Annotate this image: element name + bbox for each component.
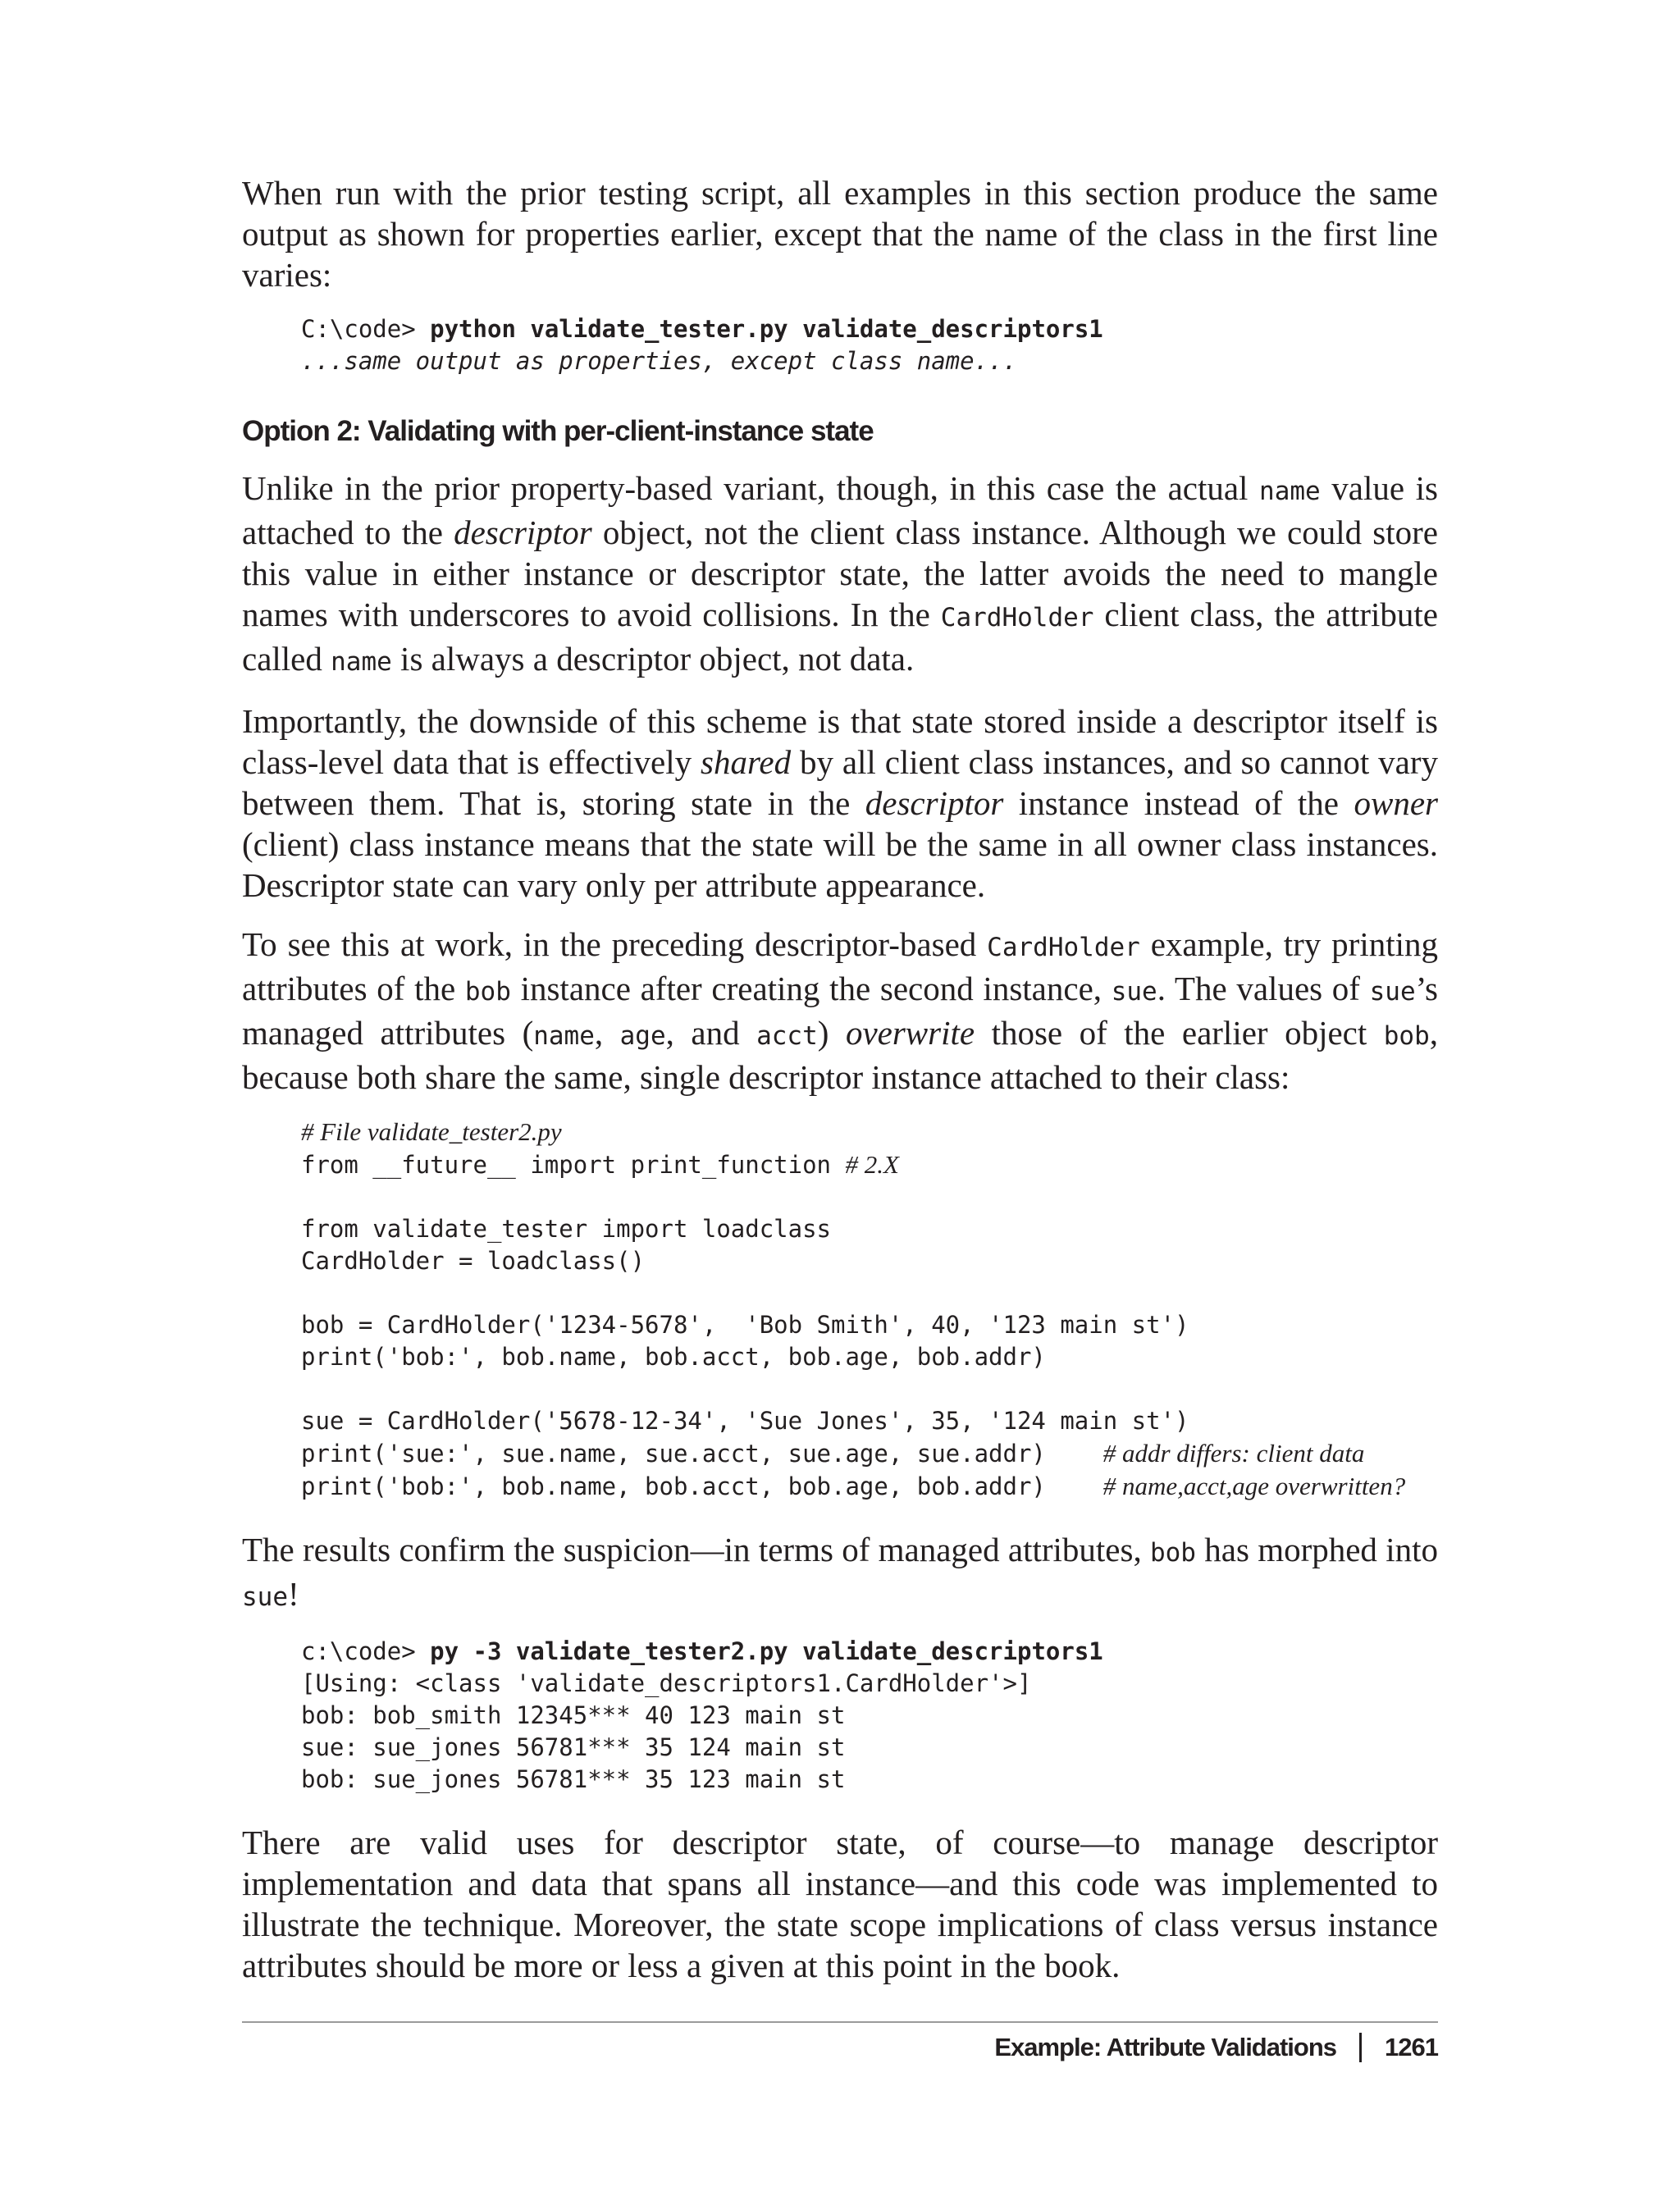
text-span: (client) class instance means that the state will be the same in all owner class instances. Descriptor state can vary only per attribute appearance. [242,825,1438,904]
text-span: by all client class instances, and so cannot vary between them. That is, storing state in the [242,743,1438,822]
inline-code: bob [1149,1538,1196,1568]
emphasis: shared [701,743,792,781]
code-line: from validate_tester import loadclass [301,1215,832,1243]
paragraph-downside [242,701,1438,906]
code-block-run-command [242,313,1438,377]
code-line: print('sue:', sue.name, sue.acct, sue.age, sue.addr) [301,1440,1103,1468]
code-line: print('bob:', bob.name, bob.acct, bob.age, bob.addr) [301,1343,1046,1371]
code-output-line: bob: sue_jones 56781*** 35 123 main st [301,1765,846,1793]
inline-code: bob [464,977,511,1007]
code-line: bob = CardHolder('1234-5678', 'Bob Smith', 40, '123 main st') [301,1311,1189,1339]
text-span: instance after creating the second instance, [510,970,1112,1007]
valid-uses-text: There are valid uses for descriptor state, of course—to manage descriptor implementation and data that spans all instance—and this code was implemented to illustrate the technique. Moreover, the state scope implications of class versus instance attributes should be more or less a given at this point in the book. [242,1824,1438,1984]
text-span: Importantly, the downside of this scheme is that state stored inside a descriptor itself is class-level data that is effectively [242,702,1438,781]
code-block-tester2 [242,1116,1438,1503]
footer-divider [242,2021,1438,2023]
code-line: print('bob:', bob.name, bob.acct, bob.age, bob.addr) [301,1472,1103,1500]
paragraph-valid-uses [242,1822,1438,1986]
code-command: py -3 validate_tester2.py validate_descriptors1 [430,1637,1103,1665]
inline-code: acct [756,1021,818,1051]
text-span: is always a descriptor object, not data. [391,640,915,678]
code-output-line: [Using: <class 'validate_descriptors1.CardHolder'>] [301,1669,1032,1697]
code-prompt: C:\code> [301,315,431,343]
section-heading: Option 2: Validating with per-client-instance state [242,415,874,447]
inline-code: age [619,1021,666,1051]
page-number: 1261 [1385,2033,1438,2061]
inline-code: bob [1383,1021,1430,1051]
paragraph-see-at-work [242,924,1438,1098]
inline-code: CardHolder [940,603,1094,632]
text-span: ) [817,1014,846,1052]
intro-text: When run with the prior testing script, all examples in this section produce the same output as shown for properties earlier, except that the name of the class in the first line varies: [242,174,1438,294]
paragraph-descriptor-state [242,468,1438,682]
page-footer [994,2025,1438,2070]
inline-code: name [533,1021,595,1051]
code-line: from __future__ import print_function [301,1151,846,1179]
text-span: client class, the attribute called [242,596,1439,678]
code-comment: # File validate_tester2.py [301,1117,562,1146]
code-output-note: ...same output as properties, except class name... [301,347,1017,375]
emphasis: descriptor [454,514,592,551]
inline-code: sue [1111,977,1157,1007]
text-span: , [594,1014,620,1052]
code-output-line: bob: bob_smith 12345*** 40 123 main st [301,1701,846,1729]
code-comment: # addr differs: client data [1102,1439,1365,1468]
code-output-line: sue: sue_jones 56781*** 35 124 main st [301,1733,846,1761]
code-comment: # 2.X [845,1150,899,1179]
code-comment: # name,acct,age overwritten? [1102,1472,1406,1500]
footer-section-title: Example: Attribute Validations [994,2033,1337,2061]
text-span: ’s managed attributes ( [242,970,1438,1052]
code-line: sue = CardHolder('5678-12-34', 'Sue Jones', 35, '124 main st') [301,1407,1189,1435]
text-span: ! [288,1575,299,1613]
text-span: , and [665,1014,757,1052]
emphasis: owner [1354,784,1438,822]
text-span: those of the earlier object [975,1014,1384,1052]
footer-separator [1359,2033,1362,2062]
text-span: value is attached to the [242,469,1439,551]
emphasis: overwrite [845,1014,975,1052]
text-span: The results confirm the suspicion—in terms of managed attributes, [242,1531,1150,1568]
code-command: python validate_tester.py validate_descriptors1 [430,315,1103,343]
text-span: object, not the client class instance. Although we could store this value in either instance or descriptor state, the latter avoids the need to mangle names with underscores to avoid collisions. In the [242,514,1438,633]
inline-code: CardHolder [987,933,1140,962]
inline-code: sue [1369,977,1416,1007]
inline-code: sue [242,1582,288,1612]
text-span: Unlike in the prior property-based variant, though, in this case the actual [242,469,1260,507]
text-span: instance instead of the [1003,784,1354,822]
code-block-results [242,1636,1438,1796]
text-span: , because both share the same, single descriptor instance attached to their class: [242,1014,1439,1096]
code-prompt: c:\code> [301,1637,431,1665]
text-span: has morphed into [1195,1531,1438,1568]
emphasis: descriptor [865,784,1004,822]
text-span: example, try printing attributes of the [242,925,1438,1007]
inline-code: name [331,647,392,677]
page-content [242,172,1438,1986]
paragraph-results [242,1529,1438,1618]
text-span: . The values of [1157,970,1370,1007]
code-line: CardHolder = loadclass() [301,1247,646,1275]
text-span: To see this at work, in the preceding descriptor-based [242,925,988,963]
inline-code: name [1259,477,1321,506]
intro-paragraph [242,172,1438,295]
